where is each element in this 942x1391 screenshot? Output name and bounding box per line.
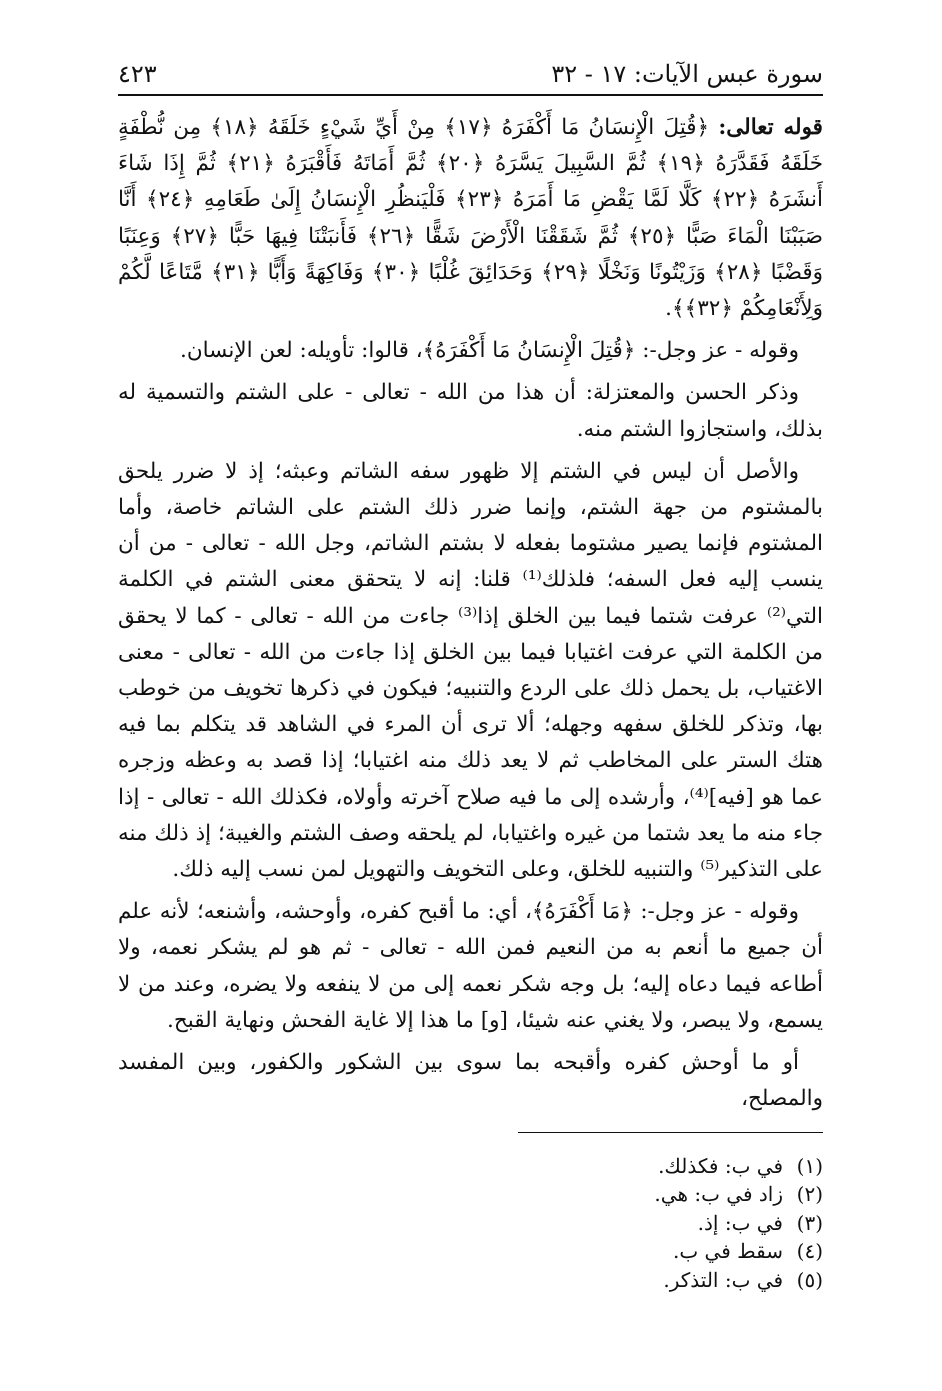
page-number: ٤٢٣ (118, 60, 157, 88)
footnote-number: (١) (796, 1154, 823, 1178)
verse-text: ﴿قُتِلَ الْإِنسَانُ مَا أَكْفَرَهُ ﴿١٧﴾ مِنْ أَيِّ شَيْءٍ خَلَقَهُ ﴿١٨﴾ مِن نُّطْفَةٍ خَلَقَهُ فَقَدَّرَهُ ﴿١٩﴾ ثُمَّ السَّبِيلَ يَسَّرَهُ ﴿٢٠﴾ ثُمَّ أَمَاتَهُ فَأَقْبَرَهُ ﴿٢١﴾ ثُمَّ إِذَا شَاءَ أَنشَرَهُ ﴿٢٢﴾ كَلَّا لَمَّا يَقْضِ مَا أَمَرَهُ ﴿٢٣﴾ فَلْيَنظُرِ الْإِنسَانُ إِلَىٰ طَعَامِهِ ﴿٢٤﴾ أَنَّا صَبَبْنَا الْمَاءَ صَبًّا ﴿٢٥﴾ ثُمَّ شَقَقْنَا الْأَرْضَ شَقًّا ﴿٢٦﴾ فَأَنبَتْنَا فِيهَا حَبًّا ﴿٢٧﴾ وَعِنَبًا وَقَضْبًا ﴿٢٨﴾ وَزَيْتُونًا وَنَخْلًا ﴿٢٩﴾ وَحَدَائِقَ غُلْبًا ﴿٣٠﴾ وَفَاكِهَةً وَأَبًّا ﴿٣١﴾ مَّتَاعًا لَّكُمْ وَلِأَنْعَامِكُمْ ﴿٣٢﴾﴾. (118, 115, 824, 322)
footnote-text: زاد في ب: هي. (654, 1182, 783, 1207)
header-divider (118, 94, 823, 96)
paragraph-3: والأصل أن ليس في الشتم إلا ظهور سفه الشاتم وعبثه؛ إذ لا ضرر يلحق بالمشتوم من جهة الشتم، وإنما ضرر ذلك الشتم على الشاتم خاصة، وأما المشتوم فإنما يصير مشتوما بفعله لا بشتم الشاتم، وجل الله - تعالى - من أن ينسب إليه فعل السفه؛ فلذلك⁽¹⁾ قلنا: إنه لا يتحقق معنى الشتم في الكلمة التي⁽²⁾ عرفت شتما فيما بين الخلق إذا⁽³⁾ جاءت من الله - تعالى - كما لا يحقق من الكلمة التي عرفت اغتيابا فيما بين الخلق إذا جاءت من الله - تعالى - معنى الاغتياب، بل يحمل ذلك على الردع والتنبيه؛ فيكون في ذكرها تخويف من خوطب بها، وتذكر للخلق سفهه وجهله؛ ألا ترى أن المرء في الشاهد قد يتكلم بما فيه هتك الستر على المخاطب ثم لا يعد ذلك منه اغتيابا؛ إذا قصد به وعظه وزجره عما هو [فيه]⁽⁴⁾، وأرشده إلى ما فيه صلاح آخرته وأولاه، فكذلك الله - تعالى - إذا جاء منه ما يعد شتما من غيره واغتيابا، لم يلحقه وصف الشتم والغيبة؛ إذ ذلك منه على التذكير⁽⁵⁾ والتنبيه للخلق، وعلى التخويف والتهويل لمن نسب إليه ذلك. (118, 458, 823, 883)
footnote-text: سقط في ب. (673, 1239, 783, 1264)
paragraph-4: وقوله - عز وجل-: ﴿مَا أَكْفَرَهُ﴾، أي: ما أقبح كفره، وأوحشه، وأشنعه؛ لأنه علم أن جميع ما أنعم به من النعيم فمن الله - تعالى - ثم هو لم يشكر نعمه، ولا أطاعه فيما دعاه إليه؛ بل وجه شكر نعمه إلى من لا ينفعه ولا يضره، وعند من لا يسمع، ولا يبصر، ولا يغني عنه شيئا، [و] ما هذا إلا غاية الفحش ونهاية القبح. (118, 899, 823, 1033)
main-text (118, 110, 823, 1123)
page-header (118, 56, 823, 92)
paragraph-5: أو ما أوحش كفره وأقبحه بما سوى بين الشكور والكفور، وبين المفسد والمصلح، (118, 1050, 823, 1112)
verse-paragraph (118, 110, 823, 327)
footnote (118, 1266, 823, 1294)
paragraph-1: وقوله - عز وجل-: ﴿قُتِلَ الْإِنسَانُ مَا أَكْفَرَهُ﴾، قالوا: تأويله: لعن الإنسان. (180, 338, 799, 364)
footnote-number: (٤) (796, 1239, 823, 1264)
paragraph-2: وذكر الحسن والمعتزلة: أن هذا من الله - تعالى - على الشتم والتسمية له بذلك، واستجازوا الشتم منه. (118, 380, 823, 442)
footnote (118, 1152, 823, 1180)
footnote-text: في ب: إذ. (697, 1210, 783, 1235)
verse-lead: قوله تعالى: (718, 115, 823, 140)
footnote-number: (٢) (796, 1182, 823, 1207)
footnote (118, 1237, 823, 1265)
footnote-text: في ب: فكذلك. (658, 1154, 783, 1178)
footnote (118, 1209, 823, 1237)
footnote-number: (٣) (796, 1210, 823, 1235)
footnote (118, 1180, 823, 1208)
footnotes (118, 1152, 823, 1294)
footnote-divider (518, 1132, 823, 1133)
footnote-number: (٥) (796, 1267, 823, 1292)
surah-title: سورة عبس الآيات: ١٧ - ٣٢ (551, 60, 823, 88)
footnote-text: في ب: التذكر. (663, 1267, 783, 1292)
